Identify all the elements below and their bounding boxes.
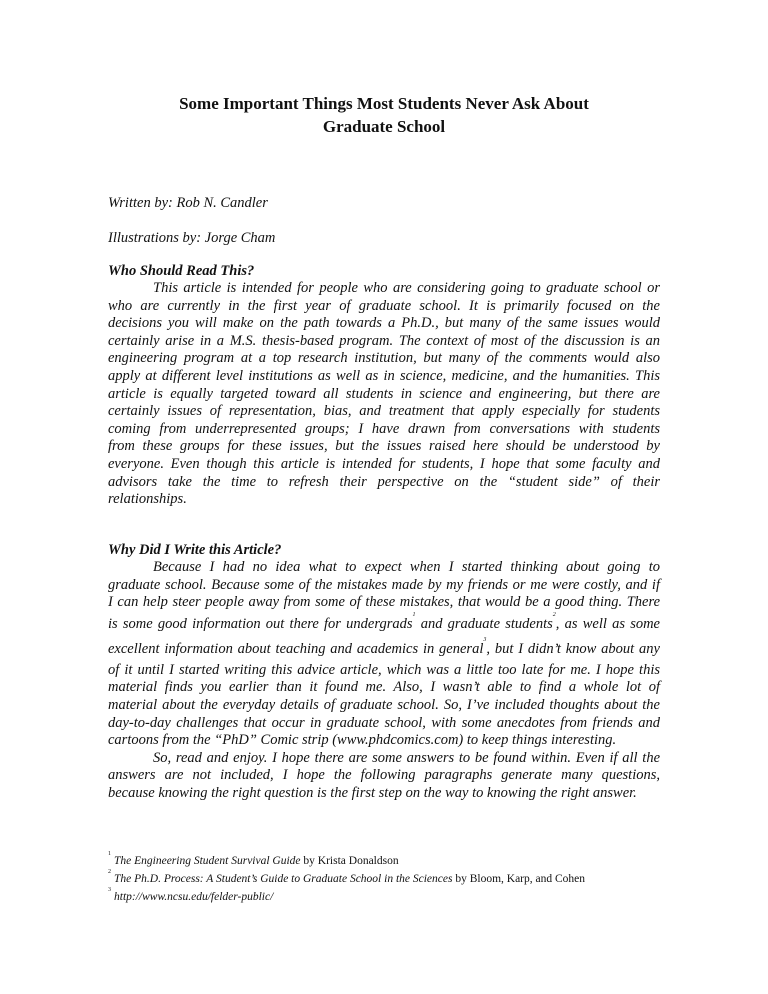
- text-fragment: excellent information about teaching and academics in general: [108, 640, 484, 657]
- text-line-with-footnote: [108, 637, 660, 662]
- footnote-text: by Krista Donaldson: [300, 855, 399, 867]
- text-line: day-to-day challenges that occur in graduate school, with some anecdotes from friends and: [108, 714, 660, 731]
- footnote-text: by Bloom, Karp, and Cohen: [452, 873, 586, 885]
- footnote-3: [108, 888, 668, 906]
- text-line: certainly arise in a M.S. thesis-based program. The context of most of the discussion is an: [108, 332, 660, 349]
- author-line: Written by: Rob N. Candler: [108, 195, 268, 211]
- text-fragment: is some good information out there for undergrads: [108, 615, 413, 632]
- text-line: This article is intended for people who are considering going to graduate school or: [153, 280, 660, 296]
- text-line: engineering program at a top research institution, but many of the comments would also: [108, 350, 660, 367]
- text-line: answers are not included, I hope the following paragraphs generate many questions,: [108, 767, 660, 784]
- title-line-2: Graduate School: [322, 117, 446, 136]
- text-line: from these groups for these issues, but the issues raised here should be understood by: [108, 438, 660, 455]
- text-line: cartoons from the “PhD” Comic strip (www.phdcomics.com) to keep things interesting.: [108, 732, 617, 749]
- section-body-why: [108, 559, 660, 803]
- text-line: graduate school. Because some of the mistakes made by my friends or me were costly, and if: [108, 576, 660, 593]
- footnote-title: The Ph.D. Process: A Student’s Guide to Graduate School in the Sciences: [114, 873, 453, 885]
- text-fragment: and graduate students: [415, 615, 553, 632]
- text-line: relationships.: [108, 491, 187, 508]
- page-title: [108, 92, 660, 138]
- footnotes: [108, 852, 668, 906]
- footnote-ref-3[interactable]: 3: [483, 636, 487, 643]
- text-line: coming from underrepresented groups; I have drawn from conversations with students: [108, 420, 660, 437]
- footnote-title: The Engineering Student Survival Guide: [114, 855, 301, 867]
- section-heading-why: Why Did I Write this Article?: [108, 542, 282, 558]
- footnote-ref-2[interactable]: 2: [552, 611, 556, 618]
- text-line: everyone. Even though this article is intended for students, I hope that some faculty and: [108, 455, 660, 472]
- text-line: article is equally targeted toward all students in science and engineering, but there are: [108, 385, 660, 402]
- footnote-link[interactable]: http://www.ncsu.edu/felder-public/: [114, 891, 274, 903]
- text-line: advisors take the time to refresh their perspective on the “student side” of their: [108, 473, 660, 490]
- footnote-mark: 2: [108, 869, 111, 875]
- text-line: because knowing the right question is the first step on the way to knowing the right answer.: [108, 784, 637, 801]
- text-line-with-footnotes: [108, 612, 660, 637]
- text-line: apply at different level institutions as well as in science, medicine, and the humanities. This: [108, 367, 660, 384]
- text-line: material finds you earlier than it found me. Also, I wasn’t able to find a whole lot of: [108, 679, 660, 696]
- section-body-who: [108, 280, 660, 509]
- footnote-mark: 3: [108, 887, 111, 893]
- text-line: Because I had no idea what to expect when I started thinking about going to: [153, 559, 660, 575]
- text-line: I can help steer people away from some of these mistakes, that would be a good thing. There: [108, 594, 660, 611]
- text-line: decisions you will make on the path towards a Ph.D., but many of the same issues would: [108, 315, 660, 332]
- text-line: certainly issues of representation, bias, and treatment that apply especially for students: [108, 403, 660, 420]
- text-line: of it until I started writing this advice article, which was a little too late for me. I hope this: [108, 661, 660, 678]
- footnote-mark: 1: [108, 851, 111, 857]
- text-line: who are currently in the first year of graduate school. It is primarily focused on the: [108, 297, 660, 314]
- text-fragment: , as well as some: [555, 615, 660, 632]
- text-line: So, read and enjoy. I hope there are some answers to be found within. Even if all the: [153, 749, 660, 766]
- title-line-1: Some Important Things Most Students Never Ask About: [179, 94, 589, 113]
- text-fragment: , but I didn’t know about any: [486, 640, 660, 657]
- footnote-1: [108, 852, 668, 870]
- illustrator-line: Illustrations by: Jorge Cham: [108, 230, 276, 246]
- section-heading-who: Who Should Read This?: [108, 263, 255, 279]
- footnote-ref-1[interactable]: 1: [412, 611, 416, 618]
- footnote-2: [108, 870, 668, 888]
- text-line: material about the everyday details of graduate school. So, I’ve included thoughts about the: [108, 696, 660, 713]
